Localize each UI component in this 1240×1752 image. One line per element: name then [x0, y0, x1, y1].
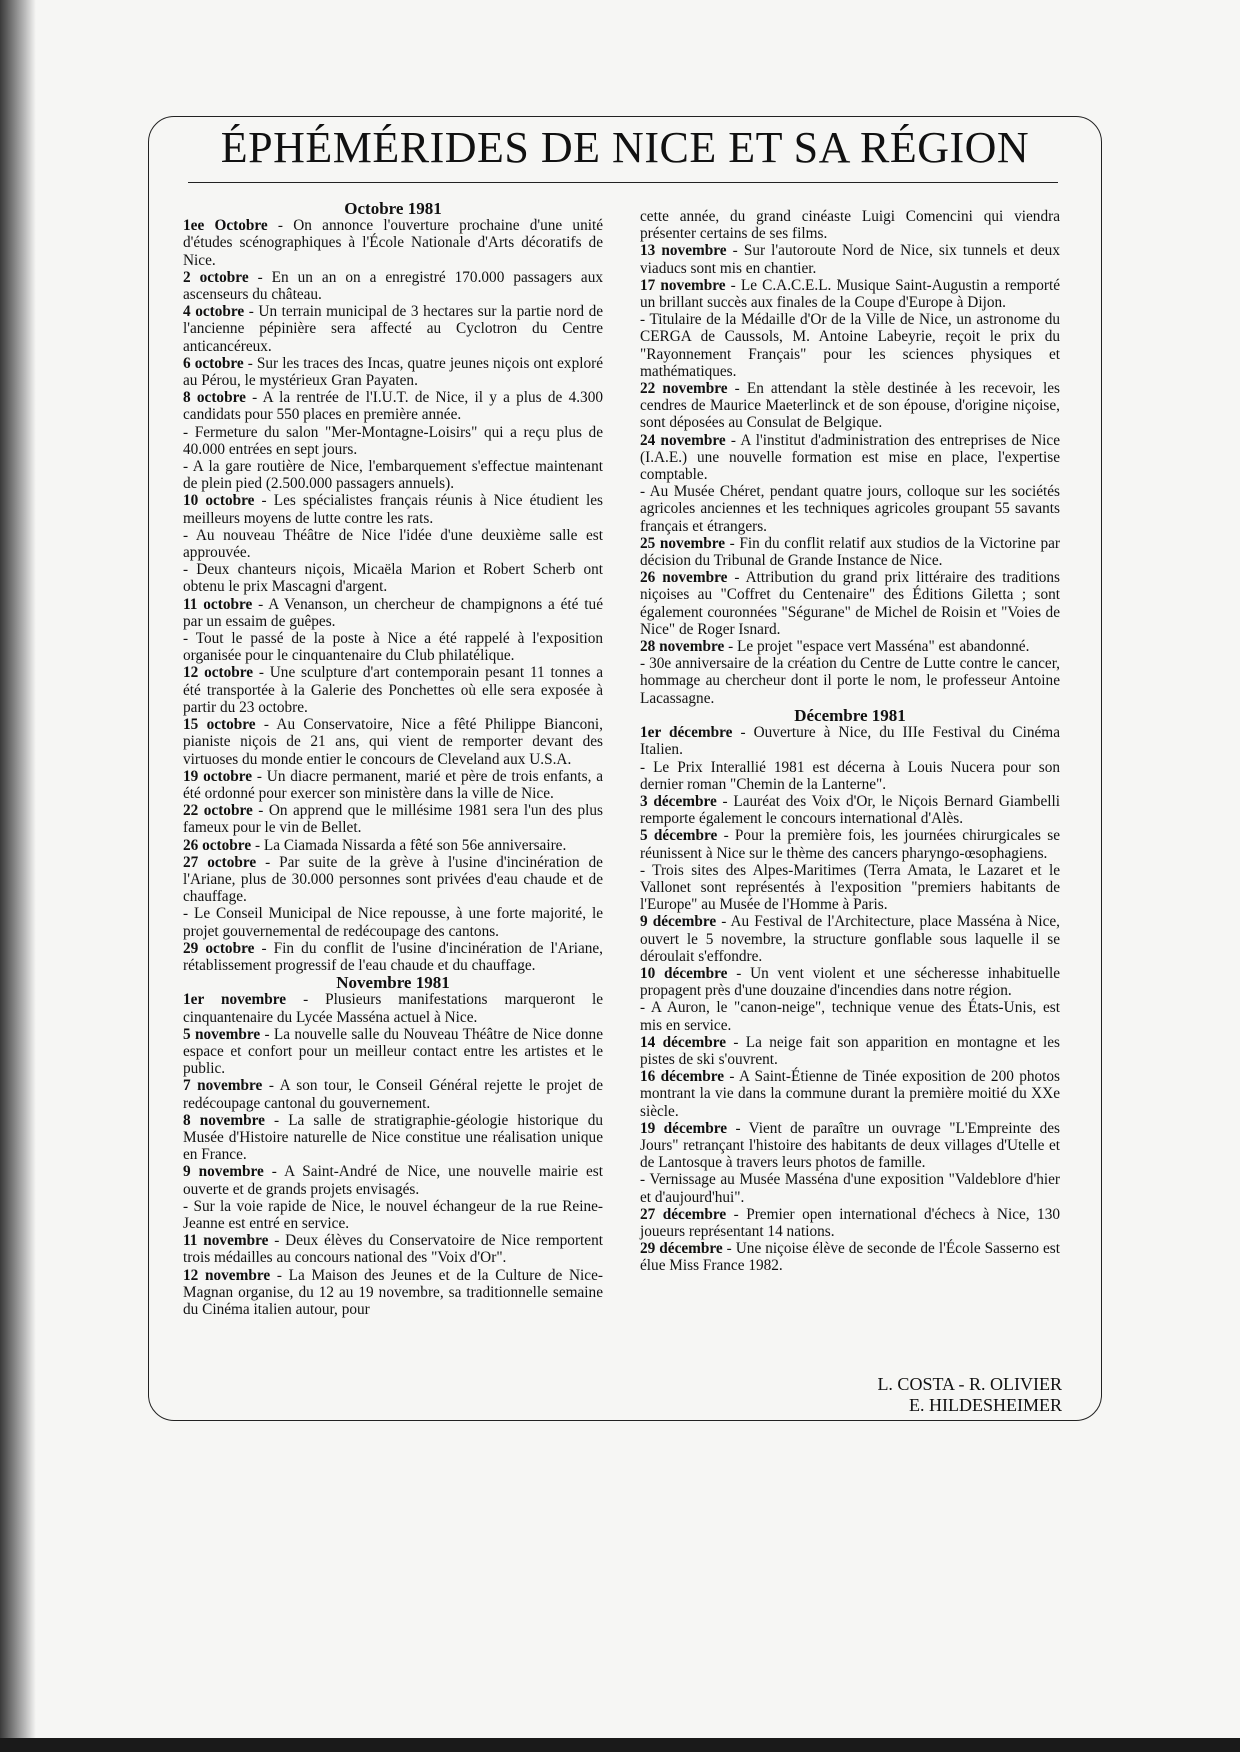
ephemeris-entry	[183, 837, 603, 854]
entry-text: Un terrain municipal de 3 hectares sur la partie nord de l'ancienne pépinière sera affecté au Cyclotron du Centre anticancéreux.	[183, 303, 604, 355]
ephemeris-entry	[183, 1198, 603, 1232]
entry-date: 29 octobre	[183, 939, 255, 957]
entry-date: 22 novembre	[640, 380, 728, 398]
entry-text: - Au Musée Chéret, pendant quatre jours, colloque sur les sociétés agricoles anciennes et les techniques agricoles groupant 55 savants français et étrangers.	[640, 483, 1060, 535]
entry-text: Plusieurs manifestations marqueront le cinquantenaire du Lycée Masséna actuel à Nice.	[183, 991, 603, 1026]
ephemeris-entry	[640, 208, 1060, 242]
ephemeris-entry	[640, 862, 1060, 914]
ephemeris-entry	[183, 303, 603, 355]
ephemeris-entry	[183, 1026, 603, 1078]
month-heading-novembre: Novembre 1981	[336, 973, 450, 993]
entry-text: Pour la première fois, les journées chirurgicales se réunissent à Nice sur le thème des cancers pharyngo-œsophagiens.	[640, 827, 1060, 862]
ephemeris-entry	[183, 355, 603, 389]
entry-separator: -	[267, 217, 294, 235]
entry-text: On apprend que le millésime 1981 sera l'un des plus fameux pour le vin de Bellet.	[183, 802, 603, 837]
ephemeris-entry	[640, 965, 1060, 999]
entry-text: A Saint-André de Nice, une nouvelle mairie est ouverte et de grands projets envisagés.	[183, 1163, 603, 1198]
ephemeris-entry	[183, 596, 603, 630]
ephemeris-entry	[183, 1267, 603, 1319]
entry-date: 9 décembre	[640, 913, 717, 931]
entry-separator: -	[252, 802, 269, 820]
entry-text: Fin du conflit relatif aux studios de la Victorine par décision du Tribunal de Grande Instance de Nice.	[640, 534, 1060, 570]
ephemeris-entry	[640, 827, 1060, 861]
ephemeris-entry	[183, 561, 603, 595]
entry-separator: -	[253, 664, 270, 682]
entry-date: 14 décembre	[640, 1033, 727, 1051]
entry-date: 28 novembre	[640, 638, 725, 656]
entry-text: - Sur la voie rapide de Nice, le nouvel échangeur de la rue Reine-Jeanne est entré en service.	[183, 1197, 603, 1232]
entry-text: - 30e anniversaire de la création du Centre de Lutte contre le cancer, hommage au chercheur dont il porte le nom, le professeur Antoine Lacassagne.	[640, 655, 1060, 707]
entry-separator: -	[252, 767, 267, 785]
entry-text: Un diacre permanent, marié et père de trois enfants, a été ordonné pour exercer son ministère dans la ville de Nice.	[183, 767, 603, 802]
entry-date: 26 octobre	[183, 836, 252, 854]
entry-separator: -	[243, 354, 257, 372]
ephemeris-entry	[640, 535, 1060, 569]
ephemeris-entry	[640, 569, 1060, 638]
entry-text: Premier open international d'échecs à Nice, 130 joueurs représentant 14 nations.	[640, 1205, 1060, 1240]
entry-separator: -	[268, 1232, 286, 1250]
entry-separator: -	[724, 638, 738, 656]
entry-separator: -	[263, 1163, 285, 1181]
decembre-entries	[640, 724, 1060, 1275]
entry-date: 26 novembre	[640, 569, 728, 587]
entry-date: 10 décembre	[640, 964, 728, 982]
ephemeris-entry	[640, 724, 1060, 758]
entry-separator: -	[256, 853, 280, 871]
ephemeris-entry	[640, 1034, 1060, 1068]
entry-date: 11 novembre	[183, 1232, 269, 1250]
entry-text: - Fermeture du salon "Mer-Montagne-Loisirs" qui a reçu plus de 40.000 entrées en sept jours.	[183, 423, 603, 458]
ephemeris-entry	[640, 793, 1060, 827]
entry-separator: -	[722, 1240, 736, 1258]
ephemeris-entry	[640, 432, 1060, 484]
entry-text: - Titulaire de la Médaille d'Or de la Ville de Nice, un astronome du CERGA de Caussols, M. Antoine Labeyrie, reçoit le prix du "Rayonnement Français" pour les sciences physiques et mathématiques.	[640, 311, 1060, 380]
entry-date: 25 novembre	[640, 534, 726, 552]
entry-text: Une niçoise élève de seconde de l'École Sasserno est élue Miss France 1982.	[640, 1240, 1060, 1275]
entry-text: La Maison des Jeunes et de la Culture de Nice-Magnan organise, du 12 au 19 novembre, sa traditionnelle semaine du Cinéma italien autour, pour	[183, 1266, 603, 1318]
entry-date: 11 octobre	[183, 595, 253, 613]
entry-text: Sur les traces des Incas, quatre jeunes niçois ont exploré au Pérou, le mystérieux Gran Payaten.	[183, 354, 604, 390]
ephemeris-entry	[183, 492, 603, 526]
entry-separator: -	[244, 303, 259, 321]
entry-text: A Saint-Étienne de Tinée exposition de 200 photos montrant la vie dans la commune durant la première moitié du XXe siècle.	[640, 1068, 1060, 1120]
entry-separator: -	[286, 991, 326, 1009]
entry-date: 17 novembre	[640, 276, 726, 294]
ephemeris-entry	[183, 424, 603, 458]
entry-separator: -	[264, 1111, 289, 1129]
entry-text: cette année, du grand cinéaste Luigi Comencini qui viendra présenter certains de ses films.	[640, 208, 1060, 243]
entry-text: En un an on a enregistré 170.000 passagers aux ascenseurs du château.	[183, 268, 603, 304]
entry-date: 2 octobre	[183, 268, 249, 286]
octobre-entries	[183, 217, 603, 974]
entry-separator: -	[255, 716, 277, 734]
entry-text: - Trois sites des Alpes-Maritimes (Terra Amata, le Lazaret et le Vallonet sont représentés à l'exposition "premiers habitants de l'Europe" au Musée de l'Homme à Paris.	[640, 861, 1060, 914]
entry-date: 5 décembre	[640, 827, 718, 845]
authors-signature	[640, 1374, 1062, 1416]
ephemeris-entry	[640, 999, 1060, 1033]
ephemeris-entry	[183, 217, 603, 269]
left-column	[183, 200, 603, 1318]
entry-text: Fin du conflit de l'usine d'incinération de l'Ariane, rétablissement progressif de l'eau chaude et du chauffage.	[183, 939, 604, 974]
entry-date: 27 octobre	[183, 853, 257, 871]
entry-date: 1er décembre	[640, 724, 733, 742]
ephemeris-entry	[640, 655, 1060, 707]
ephemeris-entry	[183, 1163, 603, 1197]
entry-date: 15 octobre	[183, 716, 256, 734]
ephemeris-entry	[640, 311, 1060, 380]
entry-separator: -	[251, 836, 264, 854]
page-title: ÉPHÉMÉRIDES DE NICE ET SA RÉGION	[220, 123, 1030, 172]
ephemeris-entry	[183, 527, 603, 561]
entry-text: A son tour, le Conseil Général rejette le projet de redécoupage cantonal du gouvernement.	[183, 1077, 603, 1112]
ephemeris-entry	[640, 380, 1060, 432]
entry-text: La neige fait son apparition en montagne et les pistes de ski s'ouvrent.	[640, 1033, 1060, 1068]
ephemeris-entry	[183, 630, 603, 664]
entry-date: 5 novembre	[183, 1025, 261, 1043]
page-bottom-edge	[0, 1738, 1240, 1752]
entry-separator: -	[724, 1068, 739, 1086]
entry-text: Le projet "espace vert Masséna" est abandonné.	[737, 638, 1030, 656]
entry-separator: -	[726, 1033, 746, 1051]
entry-separator: -	[725, 276, 741, 294]
entry-date: 16 décembre	[640, 1068, 725, 1086]
novembre-entries-right	[640, 208, 1060, 707]
page-binding-shadow	[0, 0, 36, 1752]
ephemeris-entry	[640, 277, 1060, 311]
entry-text: Les spécialistes français réunis à Nice étudient les meilleurs moyens de lutte contre les rats.	[183, 492, 603, 527]
entry-separator: -	[254, 492, 274, 510]
entry-text: Un vent violent et une sécheresse inhabituelle propagent près d'une douzaine d'incendies dans notre région.	[640, 964, 1060, 1000]
entry-text: Ouverture à Nice, du IIIe Festival du Cinéma Italien.	[640, 724, 1060, 759]
right-column	[640, 208, 1060, 1275]
entry-separator: -	[262, 1077, 280, 1095]
entry-separator: -	[252, 595, 269, 613]
entry-date: 12 octobre	[183, 664, 254, 682]
entry-date: 19 octobre	[183, 767, 253, 785]
entry-text: Au Festival de l'Architecture, place Masséna à Nice, ouvert le 5 novembre, la structure gonflable sous laquelle il se déroulait s'effondre.	[640, 913, 1060, 965]
entry-text: La Ciamada Nissarda a fêté son 56e anniversaire.	[263, 836, 567, 854]
entry-separator: -	[716, 913, 731, 931]
entry-separator: -	[726, 242, 744, 260]
ephemeris-entry	[640, 913, 1060, 965]
entry-separator: -	[270, 1266, 289, 1284]
ephemeris-entry	[183, 940, 603, 974]
entry-separator: -	[717, 827, 735, 845]
entry-separator: -	[248, 268, 272, 286]
entry-separator: -	[725, 534, 740, 552]
entry-date: 3 décembre	[640, 792, 717, 810]
entry-date: 29 décembre	[640, 1240, 723, 1258]
entry-text: - Le Conseil Municipal de Nice repousse, à une forte majorité, le projet gouvernemental de redécoupage des cantons.	[183, 905, 603, 940]
authors-line-1: L. COSTA - R. OLIVIER	[877, 1374, 1062, 1394]
ephemeris-entry	[183, 1232, 603, 1266]
entry-date: 10 octobre	[183, 492, 255, 510]
entry-separator: -	[245, 389, 263, 407]
ephemeris-entry	[640, 1068, 1060, 1120]
ephemeris-entry	[183, 991, 603, 1025]
entry-date: 24 novembre	[640, 431, 726, 449]
entry-date: 6 octobre	[183, 354, 244, 372]
entry-date: 13 novembre	[640, 242, 727, 260]
entry-date: 1er novembre	[183, 991, 287, 1009]
entry-date: 1ee Octobre	[183, 217, 268, 235]
ephemeris-entry	[183, 1077, 603, 1111]
entry-text: A l'institut d'administration des entreprises de Nice (I.A.E.) une nouvelle formation est mise en place, l'expertise comptable.	[640, 431, 1060, 484]
ephemeris-entry	[640, 483, 1060, 535]
ephemeris-entry	[640, 1171, 1060, 1205]
entry-text: La nouvelle salle du Nouveau Théâtre de Nice donne espace et confort pour un meilleur contact entre les artistes et le public.	[183, 1025, 603, 1078]
entry-date: 12 novembre	[183, 1266, 271, 1284]
entry-text: On annonce l'ouverture prochaine d'une unité d'études scénographiques à l'École Nationale d'Arts décoratifs de Nice.	[183, 217, 604, 269]
entry-text: - Vernissage au Musée Masséna d'une exposition "Valdeblore d'hier et d'aujourd'hui".	[640, 1171, 1060, 1206]
entry-text: - Tout le passé de la poste à Nice a été rappelé à l'exposition organisée pour le cinquantenaire du Club philatélique.	[183, 630, 603, 665]
entry-text: Une sculpture d'art contemporain pesant 11 tonnes a été transportée à la Galerie des Ponchettes où elle sera exposée à partir du 23 octobre.	[183, 664, 603, 716]
entry-text: Deux élèves du Conservatoire de Nice remportent trois médailles au concours national des "Voix d'Or".	[183, 1232, 603, 1267]
entry-separator: -	[726, 1205, 747, 1223]
entry-separator: -	[727, 964, 751, 982]
ephemeris-entry	[183, 854, 603, 906]
entry-separator: -	[254, 939, 274, 957]
entry-separator: -	[732, 724, 754, 742]
ephemeris-entry	[183, 1112, 603, 1164]
entry-date: 4 octobre	[183, 303, 245, 321]
title-rule	[188, 182, 1058, 183]
entry-date: 8 novembre	[183, 1111, 265, 1129]
month-heading-octobre: Octobre 1981	[344, 199, 442, 218]
entry-separator: -	[727, 1119, 749, 1137]
ephemeris-entry	[640, 759, 1060, 793]
ephemeris-entry	[183, 768, 603, 802]
entry-text: Vient de paraître un ouvrage "L'Empreinte des Jours" retrançant l'histoire des habitants de deux villages d'Utelle et de Lantosque à travers leurs photos de famille.	[640, 1119, 1061, 1172]
entry-text: Lauréat des Voix d'Or, le Niçois Bernard Giambelli remporte également le concours international d'Alès.	[640, 792, 1060, 828]
entry-text: En attendant la stèle destinée à les recevoir, les cendres de Maurice Maeterlinck et de son épouse, d'origine niçoise, sont déposées au Consulat de Belgique.	[640, 380, 1060, 432]
ephemeris-entry	[183, 802, 603, 836]
entry-text: Attribution du grand prix littéraire des traditions niçoises au "Coffret du Centenaire" des Éditions Giletta ; sont également couronnées "Ségurane" de Michel de Roisin et "Voies de Nice" de Roger Isnard.	[640, 569, 1060, 638]
entry-text: A la rentrée de l'I.U.T. de Nice, il y a plus de 4.300 candidats pour 550 places en première année.	[183, 389, 603, 424]
entry-text: - A la gare routière de Nice, l'embarquement s'effectue maintenant de plein pied (2.500.000 passagers annuels).	[183, 458, 603, 493]
entry-text: Sur l'autoroute Nord de Nice, six tunnels et deux viaducs sont mis en chantier.	[640, 242, 1060, 277]
entry-text: Au Conservatoire, Nice a fêté Philippe Bianconi, pianiste niçois de 21 ans, qui vient de remporter devant des virtuoses du monde entier le concours de Cleveland aux U.S.A.	[183, 716, 604, 768]
entry-separator: -	[727, 569, 746, 587]
month-heading-decembre: Décembre 1981	[794, 705, 906, 725]
authors-line-2: E. HILDESHEIMER	[909, 1395, 1062, 1415]
ephemeris-entry	[640, 242, 1060, 276]
ephemeris-entry	[183, 269, 603, 303]
entry-separator: -	[260, 1025, 274, 1043]
entry-date: 27 décembre	[640, 1205, 727, 1223]
ephemeris-entry	[640, 638, 1060, 655]
ephemeris-entry	[183, 458, 603, 492]
entry-text: - Le Prix Interallié 1981 est décerna à Louis Nucera pour son dernier roman "Chemin de la Lanterne".	[640, 758, 1060, 793]
entry-text: - Au nouveau Théâtre de Nice l'idée d'une deuxième salle est approuvée.	[183, 526, 603, 562]
entry-separator: -	[727, 380, 747, 398]
entry-date: 7 novembre	[183, 1077, 263, 1095]
entry-text: - A Auron, le "canon-neige", technique venue des États-Unis, est mis en service.	[640, 999, 1060, 1034]
entry-separator: -	[725, 431, 741, 449]
novembre-entries-left	[183, 991, 603, 1318]
entry-text: A Venanson, un chercheur de champignons a été tué par un essaim de guêpes.	[183, 595, 603, 630]
ephemeris-entry	[640, 1206, 1060, 1240]
ephemeris-entry	[640, 1120, 1060, 1172]
ephemeris-entry	[183, 905, 603, 939]
ephemeris-entry	[183, 664, 603, 716]
entry-text: Par suite de la grève à l'usine d'incinération de l'Ariane, plus de 30.000 personnes sont privées d'eau chaude et de chauffage.	[183, 853, 603, 906]
entry-date: 9 novembre	[183, 1163, 264, 1181]
entry-separator: -	[716, 792, 734, 810]
entry-text: Le C.A.C.E.L. Musique Saint-Augustin a remporté un brillant succès aux finales de la Coupe d'Europe à Dijon.	[640, 276, 1060, 312]
entry-date: 22 octobre	[183, 802, 253, 820]
ephemeris-entry	[183, 716, 603, 768]
ephemeris-entry	[640, 1240, 1060, 1274]
entry-text: - Deux chanteurs niçois, Micaëla Marion et Robert Scherb ont obtenu le prix Mascagni d'argent.	[183, 561, 603, 596]
entry-text: La salle de stratigraphie-géologie historique du Musée d'Histoire naturelle de Nice constitue une réalisation unique en France.	[183, 1111, 603, 1164]
entry-date: 19 décembre	[640, 1119, 728, 1137]
ephemeris-entry	[183, 389, 603, 423]
entry-date: 8 octobre	[183, 389, 246, 407]
